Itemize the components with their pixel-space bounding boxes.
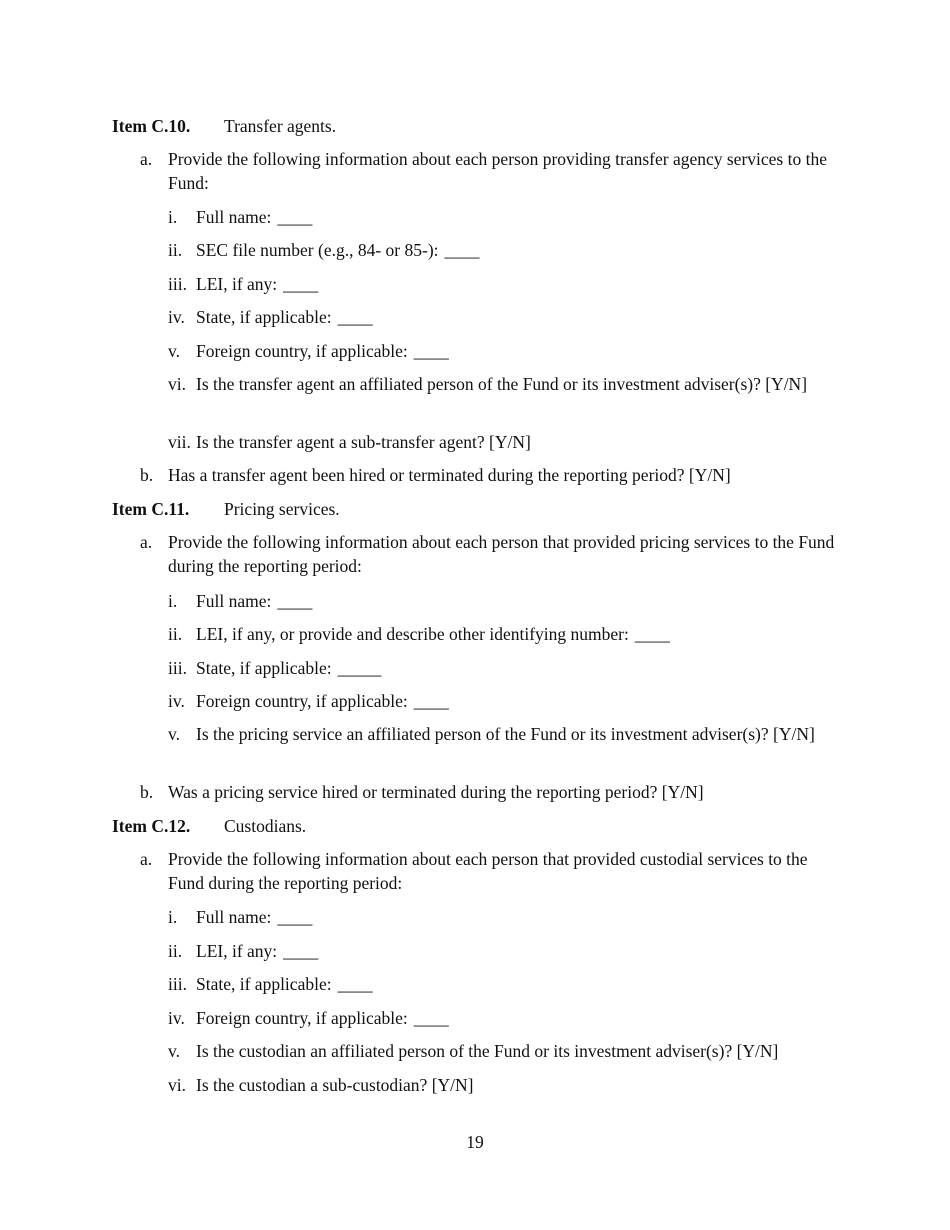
question-line: ii. LEI, if any, or provide and describe other identifying number: ____ <box>168 624 670 644</box>
question-line: iii. State, if applicable: ____ <box>168 974 373 994</box>
item-c10-part-a: a. Provide the following information about each person providing transfer agency services to the Fund: <box>140 149 827 193</box>
item-c12-part-a: a. Provide the following information about each person that provided custodial services to the Fund during the reporting period: <box>140 849 808 893</box>
answer-blank: _____ <box>337 658 382 678</box>
answer-blank: ____ <box>277 907 313 927</box>
item-title: Pricing services. <box>224 499 340 519</box>
answer-blank: ____ <box>413 691 449 711</box>
question-line: vi. Is the transfer agent an affiliated person of the Fund or its investment adviser(s)? [Y/N] <box>168 374 808 394</box>
item-c11-heading <box>112 497 340 521</box>
answer-blank: ____ <box>337 307 373 327</box>
item-c12-heading <box>112 814 306 838</box>
answer-blank: ____ <box>277 591 313 611</box>
question-line: iii. LEI, if any: ____ <box>168 274 319 294</box>
question-line: i. Full name: ____ <box>168 591 313 611</box>
question-line: iv. Foreign country, if applicable: ____ <box>168 1008 449 1028</box>
item-title: Transfer agents. <box>224 116 337 136</box>
question-line: v. Is the pricing service an affiliated person of the Fund or its investment adviser(s)? [Y/N] <box>168 724 815 744</box>
answer-blank: ____ <box>634 624 670 644</box>
question-line: i. Full name: ____ <box>168 207 313 227</box>
answer-blank: ____ <box>444 240 480 260</box>
answer-blank: ____ <box>413 1008 449 1028</box>
question-line: iii. State, if applicable: _____ <box>168 658 382 678</box>
question-line: iv. Foreign country, if applicable: ____ <box>168 691 449 711</box>
question-line: vi. Is the custodian a sub-custodian? [Y/N] <box>168 1075 474 1095</box>
item-number: Item C.10. <box>112 116 191 136</box>
item-c11-part-a: a. Provide the following information about each person that provided pricing services to the Fund during the reporting period: <box>140 532 835 576</box>
item-c10-part-b: b. Has a transfer agent been hired or terminated during the reporting period? [Y/N] <box>140 465 731 485</box>
item-c10-heading <box>112 114 336 138</box>
answer-blank: ____ <box>277 207 313 227</box>
answer-blank: ____ <box>337 974 373 994</box>
question-line: ii. LEI, if any: ____ <box>168 941 319 961</box>
question-line: vii. Is the transfer agent a sub-transfer agent? [Y/N] <box>168 432 531 452</box>
question-line: v. Foreign country, if applicable: ____ <box>168 341 449 361</box>
item-c11-part-b: b. Was a pricing service hired or terminated during the reporting period? [Y/N] <box>140 782 704 802</box>
question-line: i. Full name: ____ <box>168 907 313 927</box>
item-number: Item C.11. <box>112 499 190 519</box>
answer-blank: ____ <box>283 941 319 961</box>
item-number: Item C.12. <box>112 816 191 836</box>
question-line: ii. SEC file number (e.g., 84- or 85-): ____ <box>168 240 480 260</box>
question-line: iv. State, if applicable: ____ <box>168 307 373 327</box>
answer-blank: ____ <box>413 341 449 361</box>
item-title: Custodians. <box>224 816 307 836</box>
page-number: 19 <box>466 1132 484 1152</box>
question-line: v. Is the custodian an affiliated person of the Fund or its investment adviser(s)? [Y/N] <box>168 1041 779 1061</box>
answer-blank: ____ <box>283 274 319 294</box>
